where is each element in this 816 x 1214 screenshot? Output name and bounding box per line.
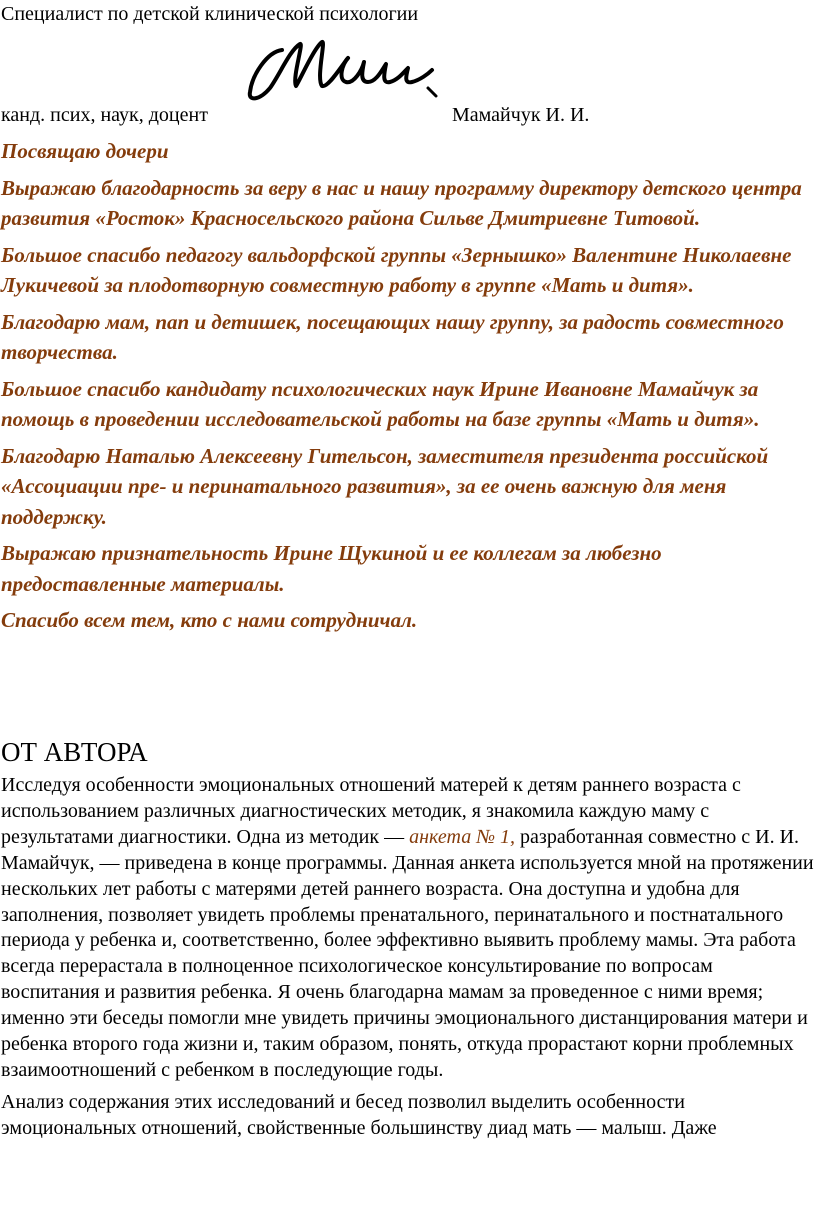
ack-item: Благодарю Наталью Алексеевну Гительсон, заместителя президента российской «Ассоциации пре- и перинатального развития», за ее очень важную для меня поддержку. (1, 443, 769, 529)
acknowledgements (1, 136, 813, 642)
ack-item: Большое спасибо педагогу вальдорфской группы «Зернышко» Валентине Николаевне Лукичевой за плодотворную совместную работу в группе «Мать и дитя». (1, 242, 792, 297)
ack-item: Благодарю мам, пап и детишек, посещающих нашу группу, за радость совместного творчества. (1, 309, 784, 364)
questionnaire-reference: анкета № 1, (409, 825, 516, 848)
author-paragraph-1 (1, 773, 816, 1084)
author-paragraph-2: Анализ содержания этих исследований и бесед позволил выделить особенности эмоциональных отношений, свойственные большинству диад мать — малыш. Даже (1, 1090, 717, 1139)
ack-item: Большое спасибо кандидату психологических наук Ирине Ивановне Мамайчук за помощь в проведении исследовательской работы на базе группы «Мать и дитя». (1, 376, 760, 431)
ack-item: Спасибо всем тем, кто с нами сотрудничал. (1, 608, 418, 632)
specialist-title: Специалист по детской клинической психологии (1, 3, 419, 25)
paragraph-text: Исследуя особенности эмоциональных отношений матерей к детям раннего возраста с использованием различных диагностических методик, я знакомила каждую маму с результатами диагностики. Одна из методик — (1, 774, 741, 848)
author-section (1, 735, 816, 1148)
author-name: Мамайчук И. И. (452, 104, 590, 126)
ack-dedication: Посвящаю дочери (1, 139, 169, 163)
academic-degree: канд. псих, наук, доцент (1, 104, 208, 126)
ack-item: Выражаю признательность Ирине Щукиной и ее коллегам за любезно предоставленные материалы. (1, 541, 662, 596)
signature-image (242, 30, 442, 110)
ack-item: Выражаю благодарность за веру в нас и нашу программу директору детского центра развития «Росток» Красносельского района Сильве Дмитриевне Титовой. (1, 175, 802, 230)
paragraph-text: разработанная совместно с И. И. Мамайчук, — приведена в конце программы. Данная анкета используется мной на протяжении нескольких лет работы с матерями детей раннего возраста. Она доступна и удобна для заполнения, позволяет увидеть проблемы пренатального, перинатального и постнатального периода у ребенка и, соответственно, более эффективно выявить проблему мамы. Эта работа всегда перерастала в полноценное психологическое консультирование по вопросам воспитания и развития ребенка. Я очень благодарна мамам за проведенное с ними время; именно эти беседы помогли мне увидеть причины эмоционального дистанцирования матери и ребенка второго года жизни и, таким образом, понять, откуда прорастают корни проблемных взаимоотношений с ребенком в последующие годы. (1, 825, 814, 1081)
section-heading: ОТ АВТОРА (1, 737, 148, 767)
